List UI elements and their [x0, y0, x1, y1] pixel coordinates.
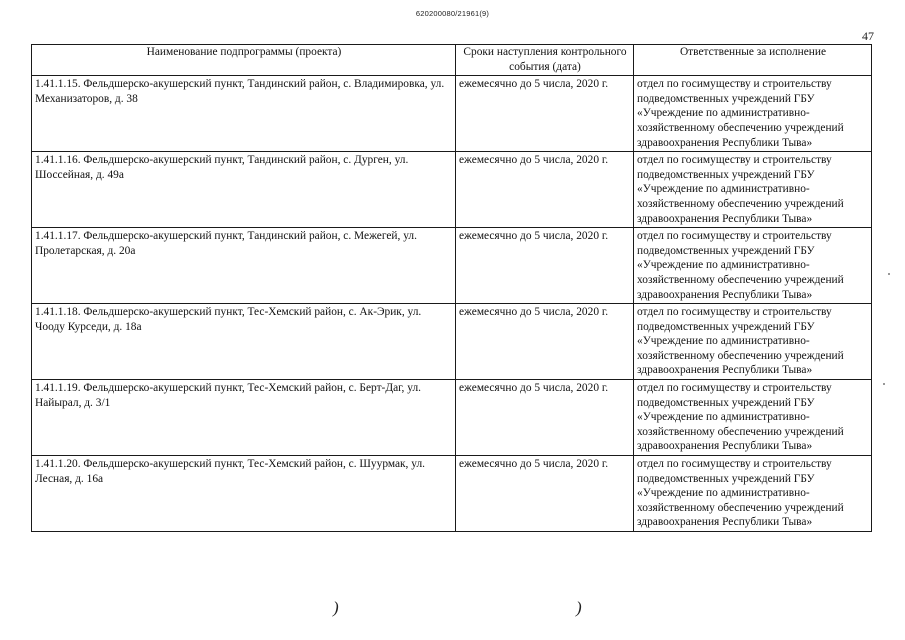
header-row — [32, 45, 872, 76]
cell-subprogram-name: 1.41.1.19. Фельдшерско-акушерский пункт, Тес-Хемский район, с. Берт-Даг, ул. Найырал, д. 3/1 — [32, 380, 456, 456]
header-subprogram-name: Наименование подпрограммы (проекта) — [32, 45, 456, 76]
cell-subprogram-name: 1.41.1.17. Фельдшерско-акушерский пункт, Тандинский район, с. Межегей, ул. Пролетарская, д. 20а — [32, 228, 456, 304]
scan-speck — [883, 383, 885, 385]
cell-responsible: отдел по госимуществу и строительству подведомственных учреждений ГБУ «Учреждение по административно-хозяйственному обеспечению учреждений здравоохранения Республики Тыва» — [634, 380, 872, 456]
cell-deadline: ежемесячно до 5 числа, 2020 г. — [456, 304, 634, 380]
cell-deadline: ежемесячно до 5 числа, 2020 г. — [456, 76, 634, 152]
footer-mark-left: ) — [333, 598, 339, 617]
table-header — [32, 45, 872, 76]
cell-responsible: отдел по госимуществу и строительству подведомственных учреждений ГБУ «Учреждение по административно-хозяйственному обеспечению учреждений здравоохранения Республики Тыва» — [634, 304, 872, 380]
cell-deadline: ежемесячно до 5 числа, 2020 г. — [456, 228, 634, 304]
table-row — [32, 304, 872, 380]
cell-subprogram-name: 1.41.1.20. Фельдшерско-акушерский пункт, Тес-Хемский район, с. Шуурмак, ул. Лесная, д. 16а — [32, 456, 456, 532]
table-row — [32, 380, 872, 456]
cell-subprogram-name: 1.41.1.16. Фельдшерско-акушерский пункт, Тандинский район, с. Дурген, ул. Шоссейная, д. 49а — [32, 152, 456, 228]
cell-deadline: ежемесячно до 5 числа, 2020 г. — [456, 456, 634, 532]
table-row — [32, 228, 872, 304]
cell-subprogram-name: 1.41.1.15. Фельдшерско-акушерский пункт, Тандинский район, с. Владимировка, ул. Механизаторов, д. 38 — [32, 76, 456, 152]
cell-responsible: отдел по госимуществу и строительству подведомственных учреждений ГБУ «Учреждение по административно-хозяйственному обеспечению учреждений здравоохранения Республики Тыва» — [634, 228, 872, 304]
control-events-table — [31, 44, 872, 532]
cell-responsible: отдел по госимуществу и строительству подведомственных учреждений ГБУ «Учреждение по административно-хозяйственному обеспечению учреждений здравоохранения Республики Тыва» — [634, 76, 872, 152]
table-row — [32, 456, 872, 532]
cell-responsible: отдел по госимуществу и строительству подведомственных учреждений ГБУ «Учреждение по административно-хозяйственному обеспечению учреждений здравоохранения Республики Тыва» — [634, 456, 872, 532]
table-row — [32, 76, 872, 152]
page-number: 47 — [862, 29, 874, 43]
cell-deadline: ежемесячно до 5 числа, 2020 г. — [456, 152, 634, 228]
footer-mark-right: ) — [576, 598, 582, 617]
cell-deadline: ежемесячно до 5 числа, 2020 г. — [456, 380, 634, 456]
document-id: 620200080/21961(9) — [415, 9, 490, 18]
cell-subprogram-name: 1.41.1.18. Фельдшерско-акушерский пункт, Тес-Хемский район, с. Ак-Эрик, ул. Чооду Курседи, д. 18а — [32, 304, 456, 380]
scan-speck — [888, 273, 890, 275]
cell-responsible: отдел по госимуществу и строительству подведомственных учреждений ГБУ «Учреждение по административно-хозяйственному обеспечению учреждений здравоохранения Республики Тыва» — [634, 152, 872, 228]
table-row — [32, 152, 872, 228]
header-deadline: Сроки наступления контрольного события (дата) — [456, 45, 634, 76]
table-body — [32, 76, 872, 532]
header-responsible: Ответственные за исполнение — [634, 45, 872, 76]
